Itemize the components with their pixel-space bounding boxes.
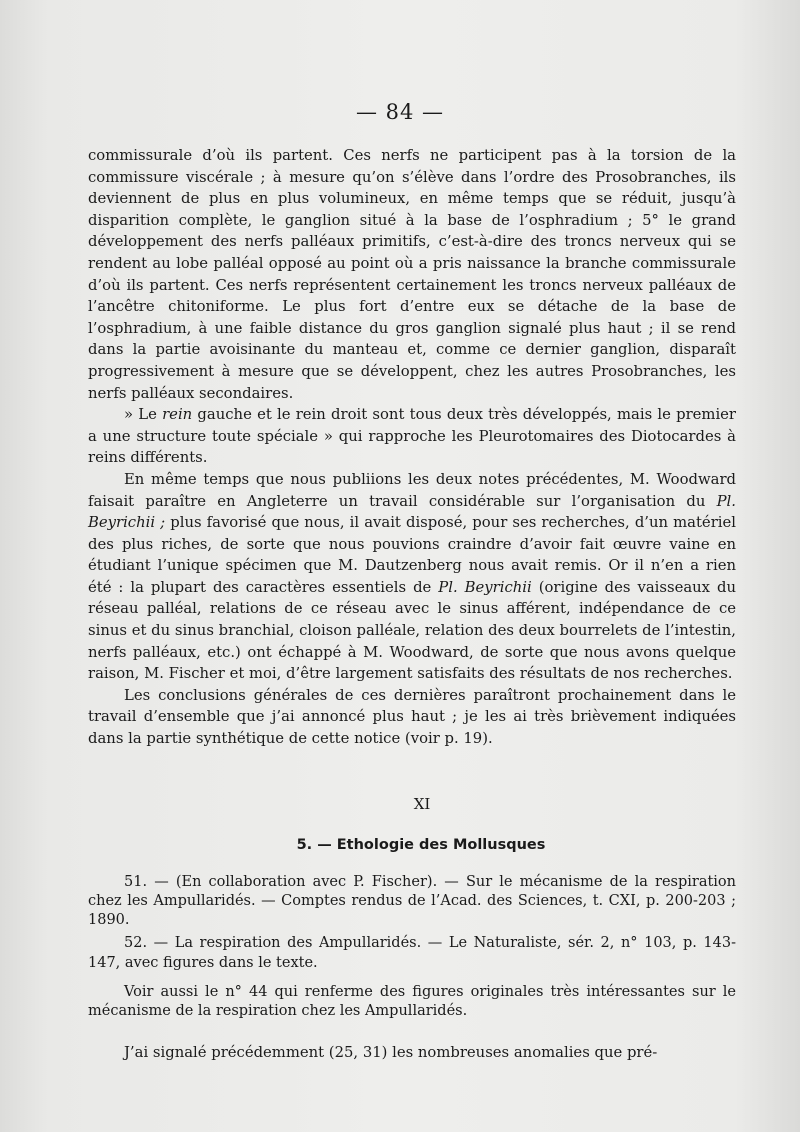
paragraph-woodward-b: plus favorisé que nous, il avait disposé, pour ses recherches, d’un matériel des plus riches, de sorte que nous pouvions craindre d’avoir fait œuvre vaine en étudiant l’unique spécimen que M. Dautzenberg nous avait remis. Or il n’en a rien été : la plupart des caractères essentiels de [88,514,736,596]
closing-line: J’ai signalé précédemment (25, 31) les nombreuses anomalies que pré- [124,1044,658,1062]
see-also-note: Voir aussi le n° 44 qui renferme des figures originales très intéressantes sur le mécanisme de la respiration chez les Ampullaridés. [88,983,736,1020]
paragraph-kidney [88,404,736,469]
bibliography-entry-51: 51. — (En collaboration avec P. Fischer). — Sur le mécanisme de la respiration chez les Ampullaridés. — Comptes rendus de l’Acad. des Sciences, t. CXI, p. 200-203 ; 1890. [88,873,736,929]
section-title: 5. — Ethologie des Mollusques [296,837,546,854]
word-rein: rein [162,406,193,424]
chapter-number: XI [413,794,431,813]
species-name-1: Pl. Beyrichii ; [88,492,736,532]
page-number: — 84 — [355,100,445,124]
bibliography-entry-52: 52. — La respiration des Ampullaridés. — Le Naturaliste, sér. 2, n° 103, p. 143-147, avec figures dans le texte. [88,935,736,971]
paragraph-conclusions: Les conclusions générales de ces dernières paraîtront prochainement dans le travail d’ensemble que j’ai annoncé plus haut ; je les ai très brièvement indiquées dans la partie synthétique de cette notice (voir p. 19). [88,686,736,748]
paragraph-woodward-c: (origine des vaisseaux du réseau palléal, relations de ce réseau avec le sinus afférent, indépendance de ce sinus et du sinus branchial, cloison palléale, relation des deux bourrelets de l’intestin, nerfs palléaux, etc.) ont échappé à M. Woodward, de sorte que nous avons quelque raison, M. Fischer et moi, d’être largement satisfaits des résultats de nos recherches. [88,578,736,683]
paragraph-kidney-start: » Le [124,406,163,424]
species-name-2: Pl. Beyrichii [438,578,532,596]
paragraph-woodward [88,469,736,685]
body-text [88,145,736,1064]
paragraph-kidney-end: gauche et le rein droit sont tous deux très développés, mais le premier a une structure toute spéciale » qui rapproche les Pleurotomaires des Diotocardes à reins différents. [88,406,737,467]
paragraph-woodward-a: En même temps que nous publiions les deux notes précédentes, M. Woodward faisait paraître en Angleterre un travail considérable sur l’organisation du [88,470,736,510]
paragraph-nervous-system: commissurale d’où ils partent. Ces nerfs ne participent pas à la torsion de la commissure viscérale ; à mesure qu’on s’élève dans l’ordre des Prosobranches, ils deviennent de plus en plus volumineux, en même temps que se réduit, jusqu’à disparition complète, le ganglion situé à la base de l’osphradium ; 5° le grand développement des nerfs palléaux primitifs, c’est-à-dire des troncs nerveux qui se rendent au lobe palléal opposé au point où a pris naissance la branche commissurale d’où ils partent. Ces nerfs représentent certainement les troncs nerveux palléaux de l’ancêtre chitoniforme. Le plus fort d’entre eux se détache de la base de l’osphradium, à une faible distance du gros ganglion signalé plus haut ; il se rend dans la partie avoisinante du manteau et, comme ce dernier ganglion, disparaît progressivement à mesure que se développent, chez les autres Prosobranches, les nerfs palléaux secondaires. [88,147,736,402]
